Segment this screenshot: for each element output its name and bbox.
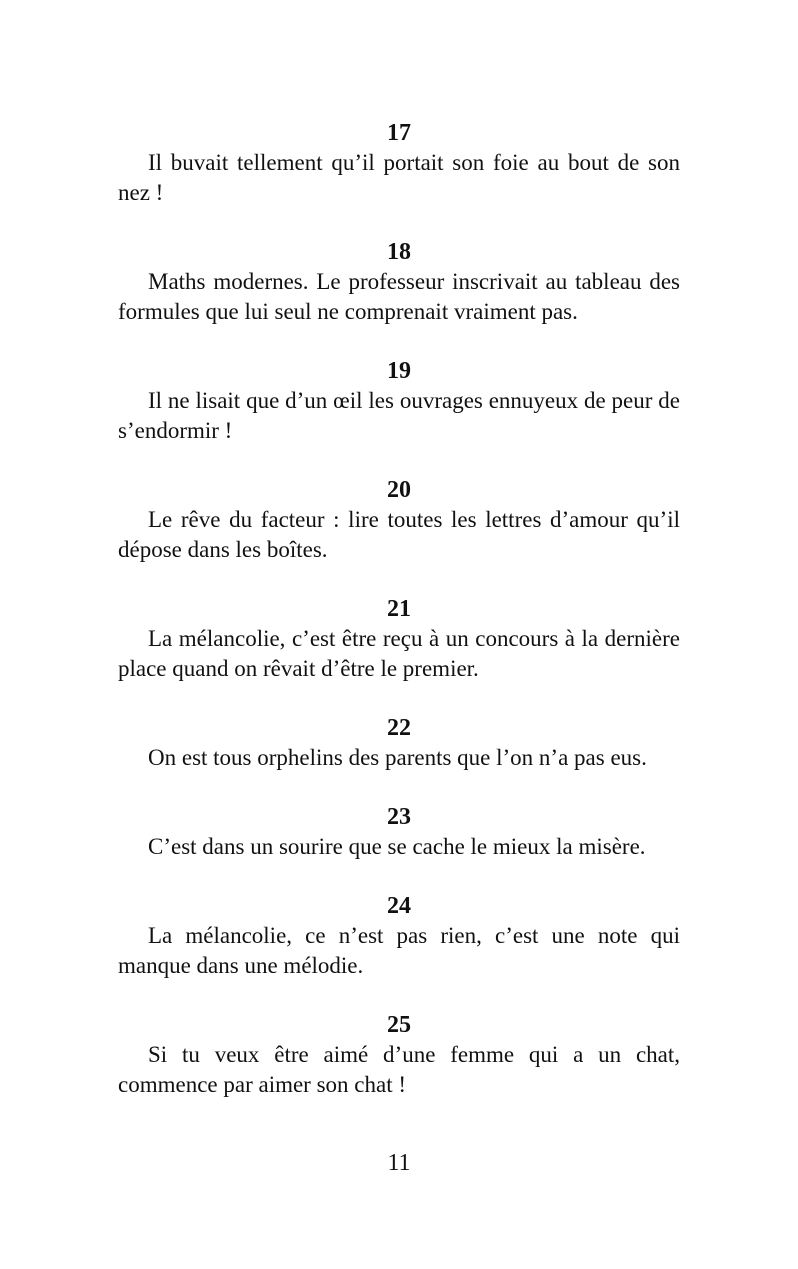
entry-text: Le rêve du facteur : lire toutes les lettres d’amour qu’il dépose dans les boîtes. xyxy=(118,507,680,562)
entry-text: Il buvait tellement qu’il portait son foie au bout de son nez ! xyxy=(118,150,680,205)
entry-number: 19 xyxy=(387,358,411,384)
entry-23 xyxy=(118,802,680,862)
entry-text: On est tous orphelins des parents que l’on n’a pas eus. xyxy=(148,745,647,770)
entry-19 xyxy=(118,356,680,446)
page-body xyxy=(118,118,680,1129)
entry-text: Il ne lisait que d’un œil les ouvrages ennuyeux de peur de s’endormir ! xyxy=(118,388,680,443)
entry-21 xyxy=(118,594,680,684)
entry-18 xyxy=(118,237,680,327)
entry-text: La mélancolie, ce n’est pas rien, c’est une note qui manque dans une mélodie. xyxy=(118,923,680,978)
entry-25 xyxy=(118,1010,680,1100)
entry-text: C’est dans un sourire que se cache le mieux la misère. xyxy=(148,834,646,859)
entry-number: 21 xyxy=(387,596,411,622)
entry-number: 23 xyxy=(387,804,411,830)
page-number: 11 xyxy=(387,1150,411,1176)
entry-20 xyxy=(118,475,680,565)
entry-number: 20 xyxy=(387,477,411,503)
entry-number: 18 xyxy=(387,239,411,265)
entry-text: Si tu veux être aimé d’une femme qui a un chat, commence par aimer son chat ! xyxy=(118,1042,680,1097)
entry-number: 17 xyxy=(387,120,411,146)
entry-text: Maths modernes. Le professeur inscrivait au tableau des formules que lui seul ne comprenait vraiment pas. xyxy=(118,269,680,324)
entry-22 xyxy=(118,713,680,773)
entry-17 xyxy=(118,118,680,208)
entry-text: La mélancolie, c’est être reçu à un concours à la dernière place quand on rêvait d’être le premier. xyxy=(118,626,680,681)
entry-number: 22 xyxy=(387,715,411,741)
entry-number: 24 xyxy=(387,893,411,919)
entry-24 xyxy=(118,891,680,981)
entry-number: 25 xyxy=(387,1012,411,1038)
